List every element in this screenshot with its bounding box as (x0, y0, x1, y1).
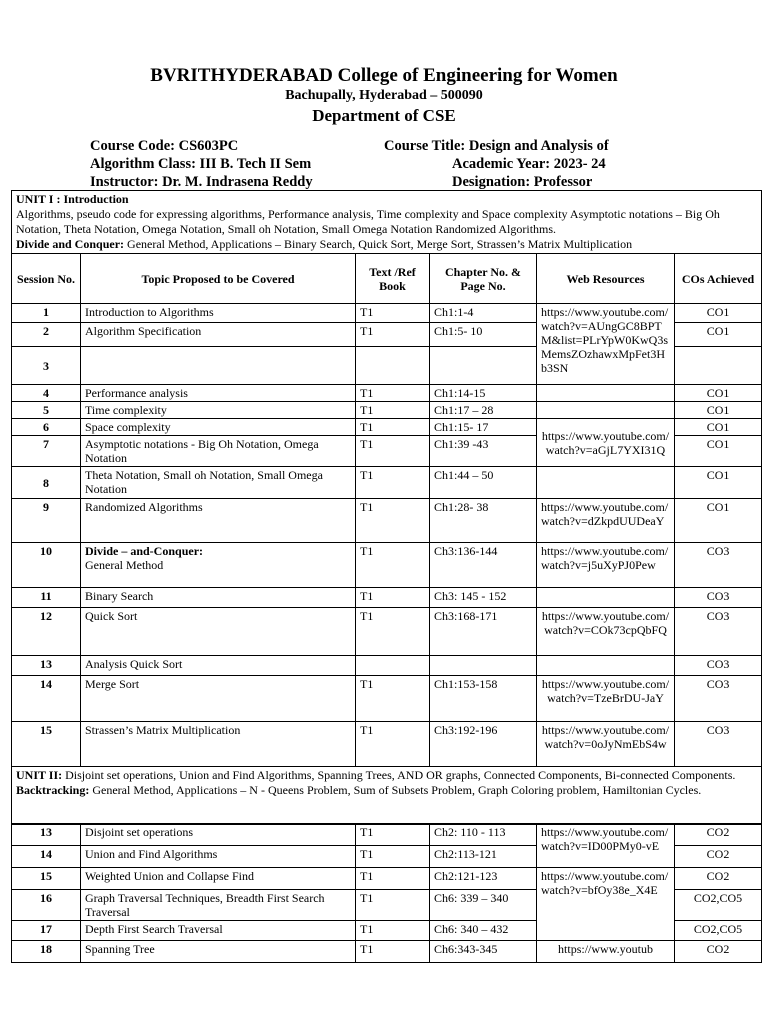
topic: Analysis Quick Sort (81, 656, 356, 676)
book (356, 347, 430, 385)
session-no: 13 (12, 656, 81, 676)
unit2-text: Disjoint set operations, Union and Find Algorithms, Spanning Trees, AND OR graphs, Connected Components, Bi-connected Components. (62, 768, 736, 782)
header-session: Session No. (12, 254, 81, 304)
session-no: 6 (12, 419, 81, 436)
book: T1 (356, 436, 430, 467)
table-row (12, 656, 762, 676)
topic: Merge Sort (81, 676, 356, 722)
chapter: Ch1:5- 10 (430, 323, 537, 347)
topic: Strassen’s Matrix Multiplication (81, 722, 356, 767)
topic: Union and Find Algorithms (81, 846, 356, 868)
table-row (12, 608, 762, 656)
web-resource (537, 385, 675, 402)
session-no: 7 (12, 436, 81, 467)
table-row (12, 402, 762, 419)
web-resource-link[interactable]: https://www.youtube.com/watch?v=COk73cpQbFQ (537, 608, 675, 656)
session-no: 9 (12, 499, 81, 543)
book: T1 (356, 402, 430, 419)
unit2-topics (16, 768, 757, 783)
table-row (12, 385, 762, 402)
book: T1 (356, 890, 430, 921)
book: T1 (356, 304, 430, 323)
backtracking-text: General Method, Applications – N - Queens Problem, Sum of Subsets Problem, Graph Coloring problem, Hamiltonian Cycles. (89, 783, 702, 797)
topic: Asymptotic notations - Big Oh Notation, Omega Notation (81, 436, 356, 467)
chapter (430, 347, 537, 385)
book: T1 (356, 846, 430, 868)
chapter: Ch6: 339 – 340 (430, 890, 537, 921)
book: T1 (356, 941, 430, 963)
unit1-title: UNIT I : Introduction (16, 192, 129, 206)
topic (81, 347, 356, 385)
course-code: Course Code: CS603PC (90, 138, 239, 154)
chapter: Ch1:15- 17 (430, 419, 537, 436)
chapter: Ch3:136-144 (430, 543, 537, 588)
chapter: Ch1:17 – 28 (430, 402, 537, 419)
chapter: Ch1:44 – 50 (430, 467, 537, 499)
designation: Designation: Professor (452, 174, 593, 190)
session-no: 8 (12, 467, 81, 499)
table-row (12, 543, 762, 588)
instructor: Instructor: Dr. M. Indrasena Reddy (90, 174, 313, 190)
co: CO3 (675, 543, 762, 588)
session-no: 16 (12, 890, 81, 921)
session-no: 15 (12, 722, 81, 767)
course-title: Course Title: Design and Analysis of (384, 138, 609, 154)
web-resource-link[interactable]: https://www.youtube.com/watch?v=aGjL7YXI31Q (537, 419, 675, 467)
session-no: 1 (12, 304, 81, 323)
co: CO1 (675, 323, 762, 347)
divide-conquer-text: General Method, Applications – Binary Search, Quick Sort, Merge Sort, Strassen’s Matrix Multiplication (124, 237, 633, 251)
topic: Introduction to Algorithms (81, 304, 356, 323)
session-no: 5 (12, 402, 81, 419)
web-resource-link[interactable]: https://www.youtube.com/watch?v=dZkpdUUDeaY (537, 499, 675, 543)
book: T1 (356, 543, 430, 588)
chapter: Ch6:343-345 (430, 941, 537, 963)
book: T1 (356, 676, 430, 722)
unit2-label: UNIT II: (16, 768, 63, 782)
topic: Quick Sort (81, 608, 356, 656)
book: T1 (356, 824, 430, 846)
topic: Spanning Tree (81, 941, 356, 963)
table-row (12, 941, 762, 963)
divide-conquer-label: Divide and Conquer: (16, 237, 125, 251)
topic: Depth First Search Traversal (81, 921, 356, 941)
web-resource-link[interactable]: https://www.youtub (537, 941, 675, 963)
chapter: Ch3:168-171 (430, 608, 537, 656)
header-chapter: Chapter No. & Page No. (430, 254, 537, 304)
topic: Weighted Union and Collapse Find (81, 868, 356, 890)
co: CO2 (675, 941, 762, 963)
session-no: 2 (12, 323, 81, 347)
book: T1 (356, 588, 430, 608)
co (675, 347, 762, 385)
department-name: Department of CSE (312, 106, 456, 125)
unit2-description (12, 767, 762, 825)
topic: Randomized Algorithms (81, 499, 356, 543)
co: CO3 (675, 722, 762, 767)
session-no: 12 (12, 608, 81, 656)
session-no: 10 (12, 543, 81, 588)
chapter: Ch3:192-196 (430, 722, 537, 767)
topic: Performance analysis (81, 385, 356, 402)
chapter: Ch1:39 -43 (430, 436, 537, 467)
table-row (12, 868, 762, 890)
session-no: 13 (12, 824, 81, 846)
header-book: Text /Ref Book (356, 254, 430, 304)
chapter: Ch6: 340 – 432 (430, 921, 537, 941)
unit1-schedule-table (11, 190, 762, 825)
book (356, 656, 430, 676)
book: T1 (356, 868, 430, 890)
session-no: 18 (12, 941, 81, 963)
co: CO3 (675, 588, 762, 608)
co: CO1 (675, 304, 762, 323)
session-no: 14 (12, 846, 81, 868)
topic: Space complexity (81, 419, 356, 436)
chapter: Ch1:14-15 (430, 385, 537, 402)
co: CO1 (675, 385, 762, 402)
session-no: 17 (12, 921, 81, 941)
book: T1 (356, 323, 430, 347)
chapter: Ch1:153-158 (430, 676, 537, 722)
session-no: 14 (12, 676, 81, 722)
topic (81, 543, 356, 588)
co: CO1 (675, 467, 762, 499)
topic: Time complexity (81, 402, 356, 419)
session-no: 11 (12, 588, 81, 608)
web-resource-link[interactable]: https://www.youtube.com/watch?v=AUngGC8BPTM&list=PLrYpW0KwQ3sMemsZOzhawxMpFet3Hb3SN (537, 304, 675, 385)
co: CO2 (675, 868, 762, 890)
session-no: 15 (12, 868, 81, 890)
unit2-schedule-table (11, 823, 762, 963)
session-no: 4 (12, 385, 81, 402)
unit2-description-row (12, 767, 762, 825)
session-no: 3 (12, 347, 81, 385)
web-resource-link[interactable]: https://www.youtube.com/watch?v=j5uXyPJ0Pew (537, 543, 675, 588)
chapter: Ch1:28- 38 (430, 499, 537, 543)
chapter: Ch2:113-121 (430, 846, 537, 868)
table-row (12, 304, 762, 323)
co: CO3 (675, 656, 762, 676)
co: CO1 (675, 419, 762, 436)
college-address: Bachupally, Hyderabad – 500090 (285, 88, 483, 103)
chapter: Ch3: 145 - 152 (430, 588, 537, 608)
co: CO1 (675, 499, 762, 543)
web-resource-link[interactable]: https://www.youtube.com/watch?v=ID00PMy0-vE (537, 824, 675, 868)
co: CO3 (675, 676, 762, 722)
book: T1 (356, 921, 430, 941)
co: CO2,CO5 (675, 890, 762, 921)
web-resource-link[interactable]: https://www.youtube.com/watch?v=bfOy38e_X4E (537, 868, 675, 941)
unit1-description (12, 191, 762, 254)
academic-year: Academic Year: 2023- 24 (452, 156, 606, 172)
backtracking-label: Backtracking: (16, 783, 90, 797)
chapter (430, 656, 537, 676)
course-class: Algorithm Class: III B. Tech II Sem (90, 156, 312, 172)
header-web: Web Resources (537, 254, 675, 304)
book: T1 (356, 499, 430, 543)
web-resource-link[interactable]: https://www.youtube.com/watch?v=TzeBrDU-JaY (537, 676, 675, 722)
book: T1 (356, 608, 430, 656)
unit2-backtracking (16, 783, 757, 798)
web-resource-link[interactable]: https://www.youtube.com/watch?v=0oJyNmEbS4w (537, 722, 675, 767)
web-resource (537, 656, 675, 676)
header-topic: Topic Proposed to be Covered (81, 254, 356, 304)
table-row (12, 419, 762, 436)
chapter: Ch2:121-123 (430, 868, 537, 890)
table-row (12, 467, 762, 499)
co: CO1 (675, 436, 762, 467)
book: T1 (356, 467, 430, 499)
topic: Theta Notation, Small oh Notation, Small Omega Notation (81, 467, 356, 499)
table-row (12, 824, 762, 846)
web-resource (537, 588, 675, 608)
web-resource (537, 402, 675, 419)
topic: Graph Traversal Techniques, Breadth First Search Traversal (81, 890, 356, 921)
header-cos: COs Achieved (675, 254, 762, 304)
table-header-row (12, 254, 762, 304)
chapter: Ch2: 110 - 113 (430, 824, 537, 846)
topic-heading: Divide – and-Conquer: (85, 544, 204, 558)
co: CO2,CO5 (675, 921, 762, 941)
topic: Binary Search (81, 588, 356, 608)
topic: Disjoint set operations (81, 824, 356, 846)
table-row (12, 676, 762, 722)
college-name: BVRITHYDERABAD College of Engineering for Women (150, 65, 618, 86)
co: CO1 (675, 402, 762, 419)
table-row (12, 588, 762, 608)
chapter: Ch1:1-4 (430, 304, 537, 323)
unit1-topics: Algorithms, pseudo code for expressing algorithms, Performance analysis, Time complexity and Space complexity Asymptotic notations – Big Oh Notation, Theta Notation, Omega Notation, Small oh Notation, Small Omega Notation Randomized Algorithms. (16, 207, 720, 236)
book: T1 (356, 722, 430, 767)
topic: Algorithm Specification (81, 323, 356, 347)
unit1-description-row (12, 191, 762, 254)
co: CO2 (675, 824, 762, 846)
web-resource (537, 467, 675, 499)
topic-text: General Method (85, 558, 164, 572)
table-row (12, 499, 762, 543)
unit1-divide-conquer (16, 237, 757, 252)
table-row (12, 722, 762, 767)
book: T1 (356, 419, 430, 436)
co: CO2 (675, 846, 762, 868)
book: T1 (356, 385, 430, 402)
co: CO3 (675, 608, 762, 656)
